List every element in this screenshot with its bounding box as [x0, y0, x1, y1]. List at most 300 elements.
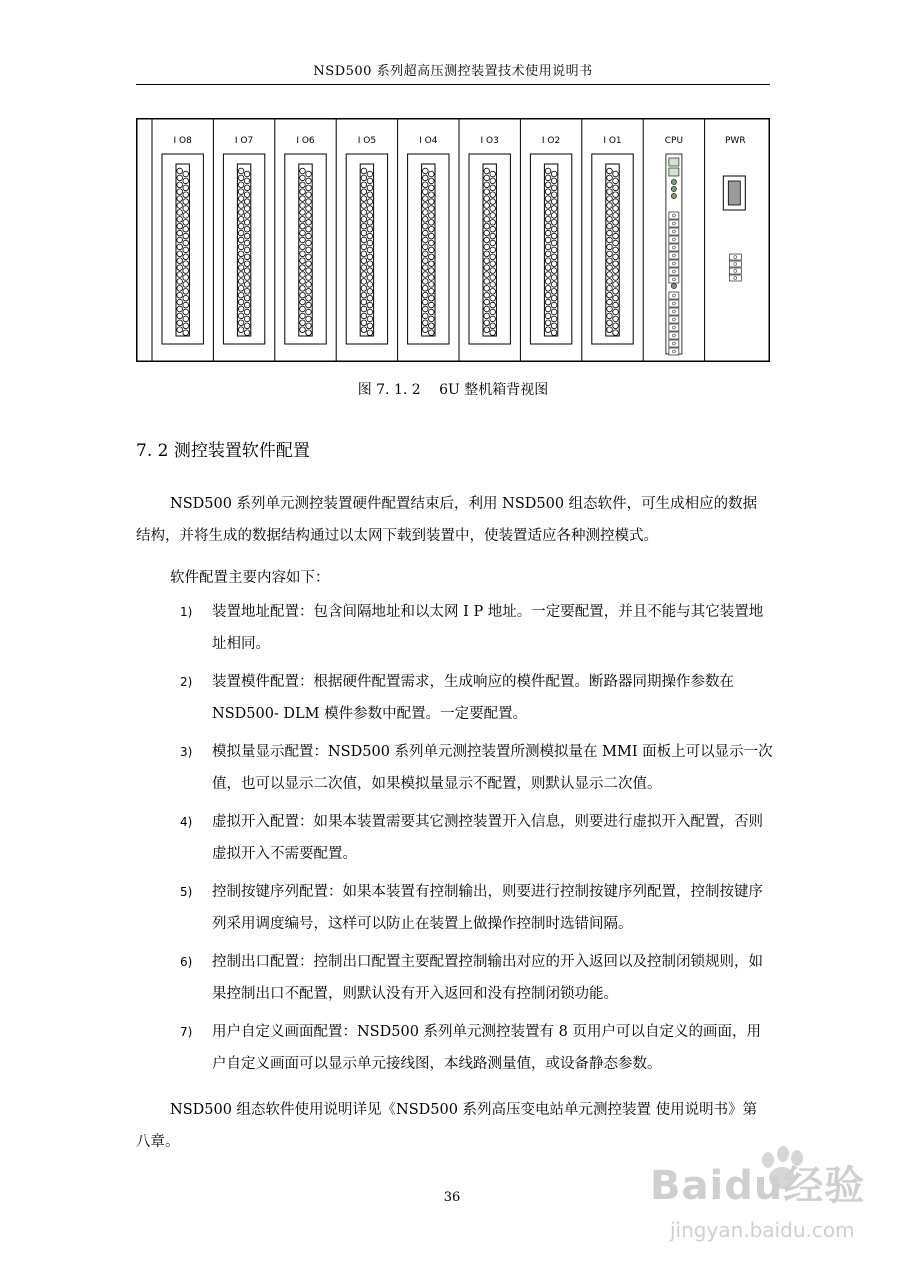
list-item — [180, 876, 774, 940]
terminal-screw — [177, 313, 183, 319]
terminal-screw — [300, 223, 306, 229]
cpu-port — [669, 158, 679, 166]
list-item — [180, 736, 774, 800]
terminal-screw — [183, 220, 189, 226]
terminal-screw — [551, 330, 557, 336]
terminal-screw — [490, 247, 496, 253]
terminal-screw — [613, 199, 619, 205]
terminal-screw — [300, 306, 306, 312]
terminal-screw — [613, 282, 619, 288]
cpu-terminal-screw — [672, 302, 675, 305]
terminal-screw — [183, 316, 189, 322]
terminal-screw — [545, 258, 551, 264]
terminal-screw — [613, 220, 619, 226]
terminal-screw — [429, 309, 435, 315]
cpu-terminal-screw — [672, 238, 675, 241]
terminal-screw — [429, 295, 435, 301]
terminal-screw — [177, 272, 183, 278]
terminal-screw — [607, 230, 613, 236]
terminal-screw — [613, 171, 619, 177]
terminal-screw — [306, 295, 312, 301]
list-item-number: 5) — [180, 885, 193, 899]
terminal-screw — [244, 220, 250, 226]
cpu-terminal-screw — [672, 278, 675, 281]
terminal-screw — [613, 316, 619, 322]
terminal-screw — [613, 240, 619, 246]
terminal-screw — [423, 306, 429, 312]
terminal-screw — [367, 295, 373, 301]
terminal-screw — [177, 230, 183, 236]
cpu-terminal-screw — [672, 342, 675, 345]
terminal-screw — [484, 320, 490, 326]
terminal-screw — [545, 327, 551, 333]
terminal-screw — [300, 196, 306, 202]
terminal-screw — [490, 192, 496, 198]
terminal-screw — [484, 251, 490, 257]
terminal-screw — [300, 189, 306, 195]
terminal-screw — [306, 178, 312, 184]
terminal-screw — [490, 185, 496, 191]
terminal-screw — [429, 233, 435, 239]
terminal-screw — [490, 199, 496, 205]
terminal-screw — [244, 282, 250, 288]
power-terminal-screw — [734, 277, 737, 280]
terminal-screw — [300, 251, 306, 257]
terminal-screw — [306, 220, 312, 226]
terminal-screw — [545, 265, 551, 271]
terminal-screw — [183, 309, 189, 315]
terminal-screw — [484, 223, 490, 229]
terminal-screw — [361, 230, 367, 236]
slot-label: CPU — [664, 136, 684, 146]
terminal-screw — [306, 185, 312, 191]
list-item — [180, 666, 774, 730]
terminal-screw — [613, 275, 619, 281]
terminal-screw — [484, 182, 490, 188]
terminal-screw — [551, 309, 557, 315]
terminal-screw — [244, 323, 250, 329]
terminal-screw — [361, 244, 367, 250]
terminal-screw — [300, 320, 306, 326]
terminal-screw — [551, 302, 557, 308]
terminal-screw — [607, 299, 613, 305]
terminal-screw — [545, 217, 551, 223]
cpu-terminal-screw — [672, 350, 675, 353]
terminal-screw — [551, 282, 557, 288]
terminal-screw — [306, 240, 312, 246]
terminal-screw — [361, 286, 367, 292]
terminal-screw — [367, 206, 373, 212]
terminal-screw — [367, 247, 373, 253]
terminal-screw — [244, 254, 250, 260]
terminal-screw — [177, 258, 183, 264]
terminal-screw — [545, 272, 551, 278]
terminal-screw — [183, 323, 189, 329]
power-switch — [728, 181, 740, 205]
terminal-screw — [367, 289, 373, 295]
terminal-screw — [361, 313, 367, 319]
terminal-screw — [361, 320, 367, 326]
terminal-screw — [306, 289, 312, 295]
terminal-screw — [551, 206, 557, 212]
terminal-screw — [423, 203, 429, 209]
terminal-screw — [361, 258, 367, 264]
terminal-screw — [423, 175, 429, 181]
terminal-screw — [484, 175, 490, 181]
terminal-screw — [238, 272, 244, 278]
terminal-screw — [429, 254, 435, 260]
terminal-screw — [244, 309, 250, 315]
terminal-screw — [238, 286, 244, 292]
terminal-screw — [423, 217, 429, 223]
terminal-screw — [484, 230, 490, 236]
terminal-screw — [551, 268, 557, 274]
terminal-screw — [177, 279, 183, 285]
terminal-screw — [545, 237, 551, 243]
terminal-screw — [306, 199, 312, 205]
terminal-screw — [551, 289, 557, 295]
terminal-screw — [244, 316, 250, 322]
terminal-screw — [238, 168, 244, 174]
terminal-screw — [300, 244, 306, 250]
terminal-screw — [423, 292, 429, 298]
terminal-screw — [423, 320, 429, 326]
terminal-screw — [367, 282, 373, 288]
terminal-screw — [423, 230, 429, 236]
list-item-number: 2) — [180, 675, 193, 689]
terminal-screw — [551, 275, 557, 281]
terminal-screw — [177, 210, 183, 216]
cpu-terminal-screw — [672, 270, 675, 273]
terminal-screw — [367, 226, 373, 232]
terminal-screw — [551, 171, 557, 177]
terminal-screw — [177, 203, 183, 209]
terminal-screw — [177, 237, 183, 243]
slot-label: I O1 — [603, 136, 622, 146]
terminal-screw — [490, 178, 496, 184]
terminal-screw — [551, 254, 557, 260]
terminal-screw — [484, 286, 490, 292]
terminal-screw — [545, 223, 551, 229]
terminal-screw — [490, 302, 496, 308]
terminal-screw — [361, 168, 367, 174]
terminal-screw — [244, 206, 250, 212]
terminal-screw — [238, 292, 244, 298]
terminal-screw — [423, 299, 429, 305]
terminal-screw — [367, 261, 373, 267]
terminal-screw — [238, 230, 244, 236]
terminal-screw — [545, 313, 551, 319]
terminal-screw — [490, 275, 496, 281]
terminal-screw — [244, 233, 250, 239]
terminal-screw — [607, 272, 613, 278]
terminal-screw — [244, 213, 250, 219]
terminal-screw — [361, 272, 367, 278]
terminal-screw — [551, 295, 557, 301]
terminal-screw — [306, 302, 312, 308]
terminal-screw — [300, 313, 306, 319]
list-item-number: 3) — [180, 745, 193, 759]
terminal-screw — [551, 213, 557, 219]
list-item — [180, 596, 774, 660]
list-item-text: 装置模件配置：根据硬件配置需求，生成响应的模件配置。断路器同期操作参数在 NSD500- DLM 模件参数中配置。一定要配置。 — [212, 674, 734, 722]
terminal-screw — [545, 203, 551, 209]
terminal-screw — [545, 251, 551, 257]
terminal-screw — [607, 217, 613, 223]
terminal-screw — [545, 168, 551, 174]
terminal-screw — [551, 192, 557, 198]
terminal-screw — [484, 299, 490, 305]
terminal-screw — [177, 327, 183, 333]
terminal-screw — [607, 279, 613, 285]
terminal-screw — [177, 251, 183, 257]
terminal-screw — [244, 275, 250, 281]
terminal-screw — [423, 196, 429, 202]
terminal-screw — [613, 192, 619, 198]
cpu-terminal-screw — [672, 318, 675, 321]
terminal-screw — [367, 330, 373, 336]
slot-label: I O8 — [173, 136, 192, 146]
terminal-screw — [306, 261, 312, 267]
terminal-screw — [306, 206, 312, 212]
terminal-screw — [613, 254, 619, 260]
terminal-screw — [361, 306, 367, 312]
terminal-screw — [429, 178, 435, 184]
terminal-screw — [429, 199, 435, 205]
terminal-screw — [484, 265, 490, 271]
terminal-screw — [183, 302, 189, 308]
terminal-screw — [607, 196, 613, 202]
terminal-screw — [613, 295, 619, 301]
terminal-screw — [300, 175, 306, 181]
cpu-terminal-screw — [672, 334, 675, 337]
power-terminal-screw — [734, 270, 737, 273]
list-item — [180, 1016, 774, 1080]
terminal-screw — [551, 240, 557, 246]
terminal-screw — [238, 175, 244, 181]
terminal-screw — [244, 268, 250, 274]
terminal-screw — [177, 175, 183, 181]
terminal-screw — [607, 327, 613, 333]
terminal-screw — [613, 302, 619, 308]
terminal-screw — [423, 251, 429, 257]
terminal-screw — [545, 279, 551, 285]
terminal-screw — [423, 168, 429, 174]
lead-paragraph: 软件配置主要内容如下： — [170, 570, 330, 586]
terminal-screw — [300, 258, 306, 264]
terminal-screw — [183, 233, 189, 239]
slot-label: I O5 — [357, 136, 377, 146]
terminal-screw — [238, 313, 244, 319]
terminal-screw — [183, 254, 189, 260]
terminal-screw — [490, 330, 496, 336]
terminal-screw — [429, 213, 435, 219]
terminal-screw — [300, 210, 306, 216]
terminal-screw — [607, 189, 613, 195]
list-item-text: 控制出口配置：控制出口配置主要配置控制输出对应的开入返回以及控制闭锁规则，如果控制出口不配置，则默认没有开入返回和没有控制闭锁功能。 — [212, 954, 763, 1002]
terminal-screw — [423, 189, 429, 195]
terminal-screw — [238, 320, 244, 326]
terminal-screw — [490, 233, 496, 239]
terminal-screw — [423, 258, 429, 264]
terminal-screw — [607, 258, 613, 264]
terminal-screw — [300, 286, 306, 292]
list-item-text: 控制按键序列配置：如果本装置有控制输出，则要进行控制按键序列配置，控制按键序列采用调度编号，这样可以防止在装置上做操作控制时选错间隔。 — [212, 884, 763, 932]
terminal-screw — [367, 220, 373, 226]
terminal-screw — [490, 240, 496, 246]
terminal-screw — [551, 220, 557, 226]
terminal-screw — [361, 279, 367, 285]
terminal-screw — [183, 261, 189, 267]
cpu-led — [671, 179, 676, 184]
cpu-led — [671, 186, 676, 191]
terminal-screw — [244, 192, 250, 198]
terminal-screw — [607, 210, 613, 216]
terminal-screw — [183, 268, 189, 274]
cpu-terminal-screw — [672, 222, 675, 225]
terminal-screw — [306, 213, 312, 219]
list-item-text: 虚拟开入配置：如果本装置需要其它测控装置开入信息，则要进行虚拟开入配置，否则虚拟开入不需要配置。 — [212, 814, 763, 862]
terminal-screw — [613, 330, 619, 336]
terminal-screw — [367, 316, 373, 322]
terminal-screw — [607, 203, 613, 209]
list-item-text: 装置地址配置：包含间隔地址和以太网 I P 地址。一定要配置，并且不能与其它装置地址相同。 — [212, 604, 764, 652]
terminal-screw — [183, 275, 189, 281]
terminal-screw — [423, 182, 429, 188]
terminal-screw — [177, 286, 183, 292]
terminal-screw — [183, 295, 189, 301]
terminal-screw — [545, 244, 551, 250]
terminal-screw — [238, 258, 244, 264]
terminal-screw — [429, 289, 435, 295]
terminal-screw — [183, 213, 189, 219]
terminal-screw — [613, 247, 619, 253]
watermark-url: jingyan.baidu.com — [670, 1218, 855, 1242]
terminal-screw — [244, 247, 250, 253]
terminal-screw — [238, 279, 244, 285]
terminal-screw — [429, 220, 435, 226]
terminal-screw — [490, 213, 496, 219]
terminal-screw — [545, 306, 551, 312]
terminal-screw — [607, 182, 613, 188]
terminal-screw — [484, 244, 490, 250]
terminal-screw — [361, 182, 367, 188]
terminal-screw — [607, 251, 613, 257]
terminal-screw — [613, 185, 619, 191]
terminal-screw — [429, 185, 435, 191]
terminal-screw — [429, 275, 435, 281]
power-terminal-screw — [734, 256, 737, 259]
terminal-screw — [429, 192, 435, 198]
terminal-screw — [244, 185, 250, 191]
terminal-screw — [551, 316, 557, 322]
terminal-screw — [607, 313, 613, 319]
terminal-screw — [183, 178, 189, 184]
terminal-screw — [300, 182, 306, 188]
terminal-screw — [484, 189, 490, 195]
terminal-screw — [429, 282, 435, 288]
terminal-screw — [367, 268, 373, 274]
terminal-screw — [490, 171, 496, 177]
terminal-screw — [484, 306, 490, 312]
terminal-screw — [238, 237, 244, 243]
terminal-screw — [367, 171, 373, 177]
cpu-port — [669, 168, 679, 176]
terminal-screw — [177, 320, 183, 326]
cpu-led — [671, 193, 676, 198]
cpu-terminal-screw — [672, 254, 675, 257]
terminal-screw — [423, 272, 429, 278]
terminal-screw — [238, 217, 244, 223]
terminal-screw — [490, 316, 496, 322]
terminal-screw — [177, 299, 183, 305]
terminal-screw — [490, 220, 496, 226]
terminal-screw — [300, 203, 306, 209]
terminal-screw — [613, 323, 619, 329]
terminal-screw — [244, 295, 250, 301]
terminal-screw — [300, 299, 306, 305]
terminal-screw — [300, 292, 306, 298]
terminal-screw — [551, 323, 557, 329]
terminal-screw — [367, 213, 373, 219]
terminal-screw — [300, 230, 306, 236]
terminal-screw — [423, 223, 429, 229]
terminal-screw — [423, 237, 429, 243]
terminal-screw — [367, 302, 373, 308]
terminal-screw — [177, 182, 183, 188]
terminal-screw — [484, 279, 490, 285]
terminal-screw — [367, 199, 373, 205]
terminal-screw — [367, 323, 373, 329]
terminal-screw — [490, 254, 496, 260]
section-title: 7. 2 测控装置软件配置 — [136, 441, 310, 461]
power-terminal-screw — [734, 263, 737, 266]
terminal-screw — [423, 286, 429, 292]
terminal-screw — [423, 244, 429, 250]
slot-label: I O7 — [234, 136, 254, 146]
terminal-screw — [367, 275, 373, 281]
terminal-screw — [361, 175, 367, 181]
terminal-screw — [545, 320, 551, 326]
terminal-screw — [306, 316, 312, 322]
terminal-screw — [367, 233, 373, 239]
terminal-screw — [423, 313, 429, 319]
terminal-screw — [244, 226, 250, 232]
terminal-screw — [429, 206, 435, 212]
terminal-screw — [551, 226, 557, 232]
terminal-screw — [551, 178, 557, 184]
slot-label: PWR — [725, 136, 746, 146]
cpu-terminal-screw — [672, 214, 675, 217]
terminal-screw — [238, 299, 244, 305]
terminal-screw — [490, 226, 496, 232]
terminal-screw — [244, 178, 250, 184]
terminal-screw — [607, 292, 613, 298]
list-item-number: 6) — [180, 955, 193, 969]
terminal-screw — [607, 175, 613, 181]
terminal-screw — [244, 302, 250, 308]
terminal-screw — [545, 210, 551, 216]
terminal-screw — [177, 217, 183, 223]
terminal-screw — [238, 306, 244, 312]
terminal-screw — [545, 230, 551, 236]
terminal-screw — [306, 247, 312, 253]
terminal-screw — [244, 330, 250, 336]
cpu-terminal-screw — [672, 310, 675, 313]
terminal-screw — [429, 323, 435, 329]
terminal-screw — [244, 240, 250, 246]
list-item — [180, 946, 774, 1010]
